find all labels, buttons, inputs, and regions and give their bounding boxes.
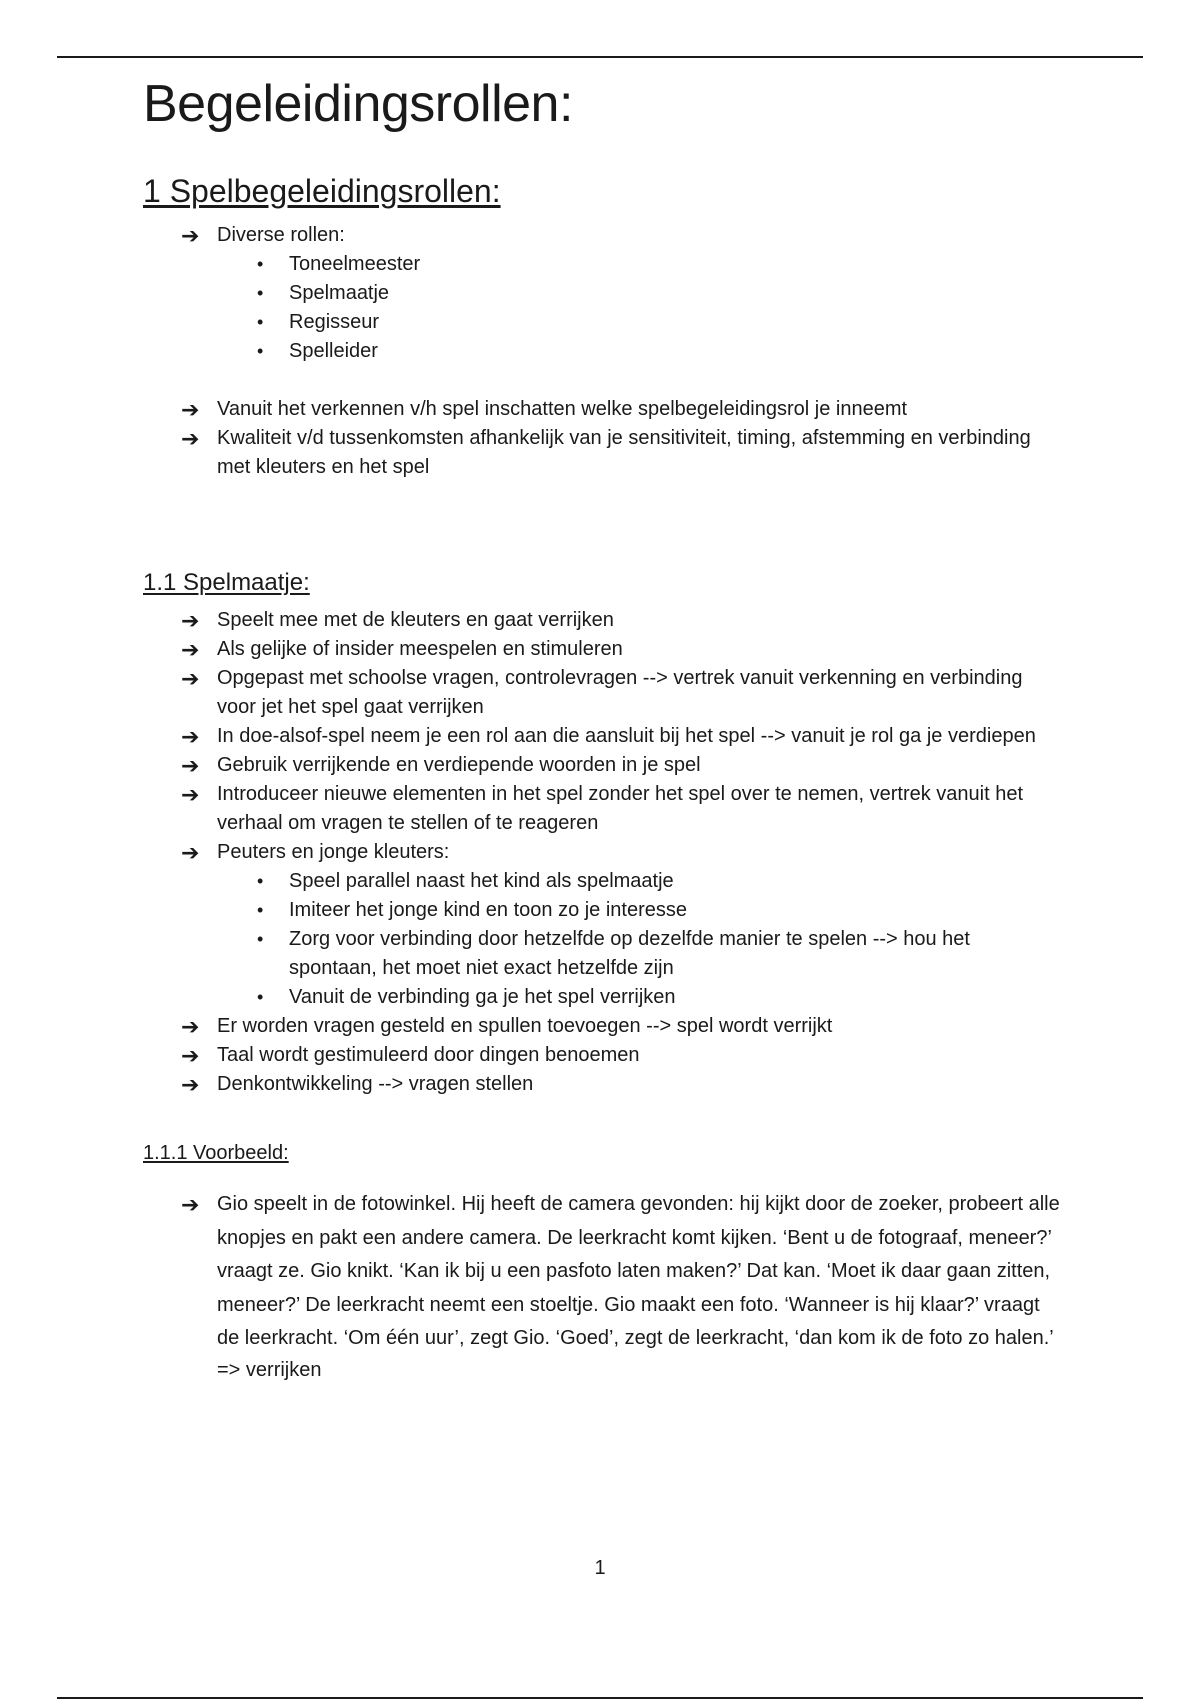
list-item: • Spelmaatje: [217, 279, 1063, 308]
footer-rule: [57, 1697, 1143, 1699]
bullet-icon: •: [257, 871, 264, 891]
list-item: ➔ Gebruik verrijkende en verdiepende woorden in je spel: [181, 753, 701, 778]
arrow-icon: ➔: [181, 426, 200, 451]
list-item: ➔ Als gelijke of insider meespelen en stimuleren: [181, 637, 623, 662]
header-rule: [57, 56, 1143, 58]
list-item: ➔ Opgepast met schoolse vragen, controlevragen --> vertrek vanuit verkenning en verbinding voor jet het spel gaat verrijken: [181, 666, 1023, 718]
document-body: [143, 72, 1063, 1385]
bullet-icon: •: [257, 987, 264, 1007]
list-item: ➔ Denkontwikkeling --> vragen stellen: [181, 1072, 534, 1097]
list-item: ➔ Er worden vragen gesteld en spullen toevoegen --> spel wordt verrijkt: [181, 1014, 833, 1039]
list-item: ➔ Kwaliteit v/d tussenkomsten afhankelijk van je sensitiviteit, timing, afstemming en verbinding met kleuters en het spel: [181, 426, 1031, 478]
section-1-heading: 1 Spelbegeleidingsrollen:: [143, 173, 501, 209]
list-item: • Toneelmeester: [217, 250, 1063, 279]
arrow-icon: ➔: [181, 1043, 200, 1068]
example-conclusion: => verrijken: [217, 1358, 322, 1381]
bullet-icon: •: [257, 283, 264, 303]
arrow-icon: ➔: [181, 1072, 200, 1097]
peuters-list: [217, 867, 1063, 1012]
arrow-icon: ➔: [181, 724, 200, 749]
list-item: • Speel parallel naast het kind als spelmaatje: [217, 867, 1063, 896]
list-item: ➔ Peuters en jonge kleuters: • Speel parallel naast het kind als spelmaatje • Imiteer het jonge kind en toon zo je interesse • Zorg voor verbinding door hetzelfde op dezelfde manier te spelen --> hou het spontaan, het moet niet exact hetzelfde zijn • Vanuit de verbinding ga je het spel verrijken: [143, 838, 1063, 1012]
list-item: • Vanuit de verbinding ga je het spel verrijken: [217, 983, 1063, 1012]
section-1-1-1-heading: 1.1.1 Voorbeeld:: [143, 1142, 289, 1164]
bullet-icon: •: [257, 900, 264, 920]
bullet-icon: •: [257, 254, 264, 274]
bullet-icon: •: [257, 341, 264, 361]
list-item: ➔ Taal wordt gestimuleerd door dingen benoemen: [181, 1043, 640, 1068]
page-number: 1: [594, 1557, 606, 1579]
list-item: • Zorg voor verbinding door hetzelfde op dezelfde manier te spelen --> hou het spontaan, het moet niet exact hetzelfde zijn: [217, 925, 1063, 983]
bullet-icon: •: [257, 929, 264, 949]
arrow-icon: ➔: [181, 223, 200, 248]
roles-list: [217, 250, 1063, 366]
arrow-icon: ➔: [181, 840, 200, 865]
arrow-icon: ➔: [181, 666, 200, 691]
list-item: ➔ Vanuit het verkennen v/h spel inschatten welke spelbegeleidingsrol je inneemt: [181, 397, 908, 422]
section-1-points: [143, 395, 1063, 482]
list-item: ➔ Speelt mee met de kleuters en gaat verrijken: [181, 608, 614, 633]
list-item: • Regisseur: [217, 308, 1063, 337]
section-1-1-list: [143, 606, 1063, 1099]
list-item: • Spelleider: [217, 337, 1063, 366]
example-text: Gio speelt in de fotowinkel. Hij heeft de camera gevonden: hij kijkt door de zoeker, probeert alle knopjes en pakt een andere camera. De leerkracht komt kijken. ‘Bent u de fotograaf, meneer?’ vraagt ze. Gio knikt. ‘Kan ik bij u een pasfoto laten maken?’ Dat kan. ‘Moet ik daar gaan zitten, meneer?’ De leerkracht neemt een stoeltje. Gio maakt een foto. ‘Wanneer is hij klaar?’ vraagt de leerkracht. ‘Om één uur’, zegt Gio. ‘Goed’, zegt de leerkracht, ‘dan kom ik de foto zo halen.’: [217, 1193, 1060, 1349]
arrow-icon: ➔: [181, 1014, 200, 1039]
section-1-list: [143, 221, 1063, 366]
list-item: ➔ Diverse rollen: • Toneelmeester • Spelmaatje • Regisseur • Spelleider: [143, 221, 1063, 366]
arrow-icon: ➔: [181, 608, 200, 633]
section-1-1-heading: 1.1 Spelmaatje:: [143, 569, 310, 596]
arrow-icon: ➔: [181, 637, 200, 662]
document-title: Begeleidingsrollen:: [143, 75, 573, 133]
arrow-icon: ➔: [181, 782, 200, 807]
list-item: ➔ Introduceer nieuwe elementen in het spel zonder het spel over te nemen, vertrek vanuit het verhaal om vragen te stellen of te reageren: [181, 782, 1024, 834]
list-item: • Imiteer het jonge kind en toon zo je interesse: [217, 896, 1063, 925]
arrow-icon: ➔: [181, 753, 200, 778]
bullet-icon: •: [257, 312, 264, 332]
list-item: ➔ In doe-alsof-spel neem je een rol aan die aansluit bij het spel --> vanuit je rol ga je verdiepen: [181, 724, 1036, 749]
arrow-icon: ➔: [181, 1192, 200, 1217]
list-item: [143, 1188, 1063, 1385]
arrow-icon: ➔: [181, 397, 200, 422]
example-list: [143, 1188, 1063, 1385]
